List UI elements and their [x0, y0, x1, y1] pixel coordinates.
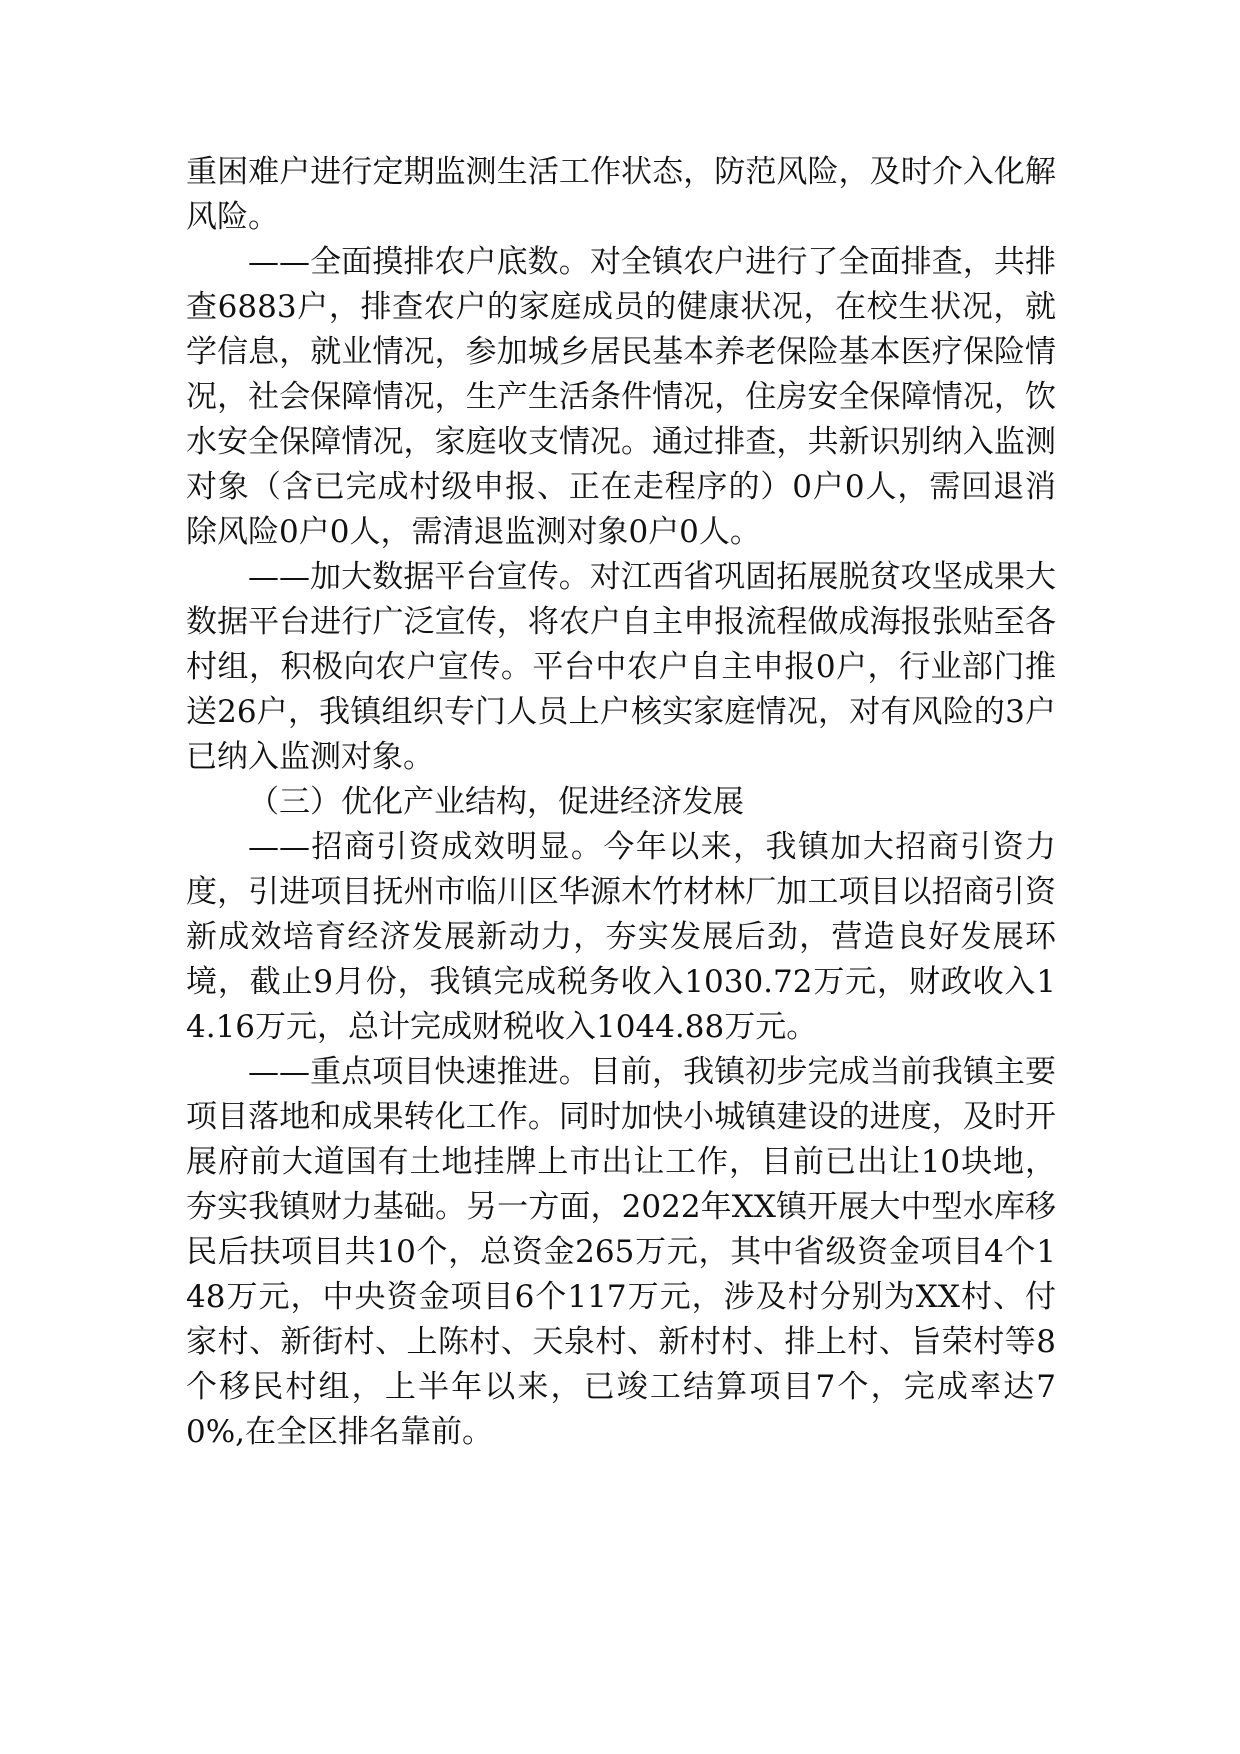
paragraph-household-survey: ——全面摸排农户底数。对全镇农户进行了全面排查，共排查6883户，排查农户的家庭成员的健康状况，在校生状况，就学信息，就业情况，参加城乡居民基本养老保险基本医疗保险情况，社会保障情况，生产生活条件情况，住房安全保障情况，饮水安全保障情况，家庭收支情况。通过排查，共新识别纳入监测对象（含已完成村级申报、正在走程序的）0户0人，需回退消除风险0户0人，需清退监测对象0户0人。 — [186, 244, 1056, 550]
paragraph-data-platform: ——加大数据平台宣传。对江西省巩固拓展脱贫攻坚成果大数据平台进行广泛宣传，将农户自主申报流程做成海报张贴至各村组，积极向农户宣传。平台中农户自主申报0户，行业部门推送26户，我镇组织专门人员上户核实家庭情况，对有风险的3户已纳入监测对象。 — [186, 559, 1056, 775]
paragraph-continuation: 重困难户进行定期监测生活工作状态，防范风险，及时介入化解风险。 — [186, 154, 1056, 235]
section-heading-industry: （三）优化产业结构，促进经济发展 — [248, 784, 744, 820]
paragraph-investment: ——招商引资成效明显。今年以来，我镇加大招商引资力度，引进项目抚州市临川区华源木竹材林厂加工项目以招商引资新成效培育经济发展新动力，夯实发展后劲，营造良好发展环境，截止9月份，我镇完成税务收入1030.72万元，财政收入14.16万元，总计完成财税收入1044.88万元。 — [186, 829, 1056, 1045]
paragraph-key-projects: ——重点项目快速推进。目前，我镇初步完成当前我镇主要项目落地和成果转化工作。同时加快小城镇建设的进度，及时开展府前大道国有土地挂牌上市出让工作，目前已出让10块地，夯实我镇财力基础。另一方面，2022年XX镇开展大中型水库移民后扶项目共10个，总资金265万元，其中省级资金项目4个148万元，中央资金项目6个117万元，涉及村分别为XX村、付家村、新街村、上陈村、天泉村、新村村、排上村、旨荣村等8个移民村组，上半年以来，已竣工结算项目7个，完成率达70%,在全区排名靠前。 — [186, 1054, 1056, 1450]
document-page — [186, 150, 1056, 1455]
